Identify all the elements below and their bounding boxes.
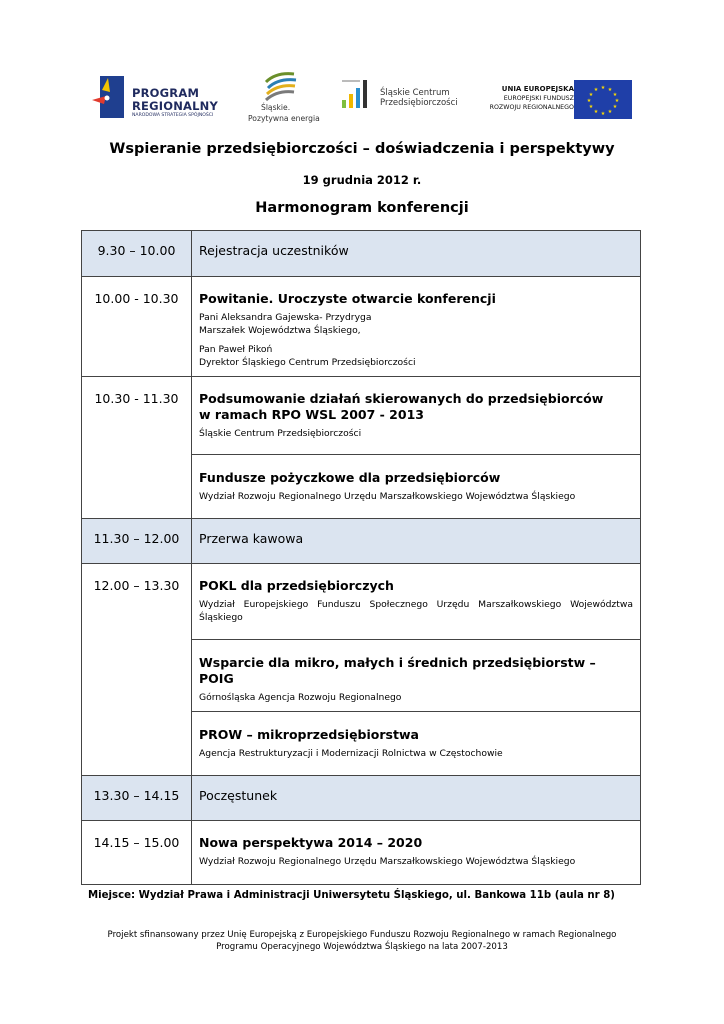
eu-logo xyxy=(478,80,636,118)
session-cell: Rejestracja uczestników xyxy=(192,231,641,277)
table-row xyxy=(82,821,641,885)
svg-text:★: ★ xyxy=(588,104,594,110)
logo-text: UNIA EUROPEJSKA xyxy=(501,85,574,93)
time-cell: 14.15 – 15.00 xyxy=(82,821,192,885)
session-title: Wsparcie dla mikro, małych i średnich przedsiębiorstw – POIG xyxy=(199,655,596,686)
speaker-line: Marszałek Województwa Śląskiego, xyxy=(199,325,361,336)
time-cell: 10.30 - 11.30 xyxy=(82,377,192,519)
schedule-table xyxy=(81,230,641,885)
logo-text: Śląskie Centrum xyxy=(380,88,450,98)
eu-stars-icon xyxy=(574,80,632,119)
session-title: Nowa perspektywa 2014 – 2020 xyxy=(199,835,423,850)
table-row xyxy=(82,377,641,455)
svg-text:★: ★ xyxy=(614,98,620,104)
schedule-heading: Harmonogram konferencji xyxy=(255,200,469,216)
speaker-line: Górnośląska Agencja Rozwoju Regionalnego xyxy=(199,692,402,703)
logo-bar xyxy=(0,70,724,128)
svg-text:★: ★ xyxy=(586,98,592,104)
logo-text: Pozytywna energia xyxy=(248,114,320,123)
slaskie-wave-icon xyxy=(264,70,298,102)
logo-text: ROZWOJU REGIONALNEGO xyxy=(489,104,574,111)
session-title: Podsumowanie działań skierowanych do przedsiębiorców xyxy=(199,391,604,406)
session-title: PROW – mikroprzedsiębiorstwa xyxy=(199,727,419,742)
page-title: Wspieranie przedsiębiorczości – doświadczenia i perspektywy xyxy=(109,141,615,157)
speaker-line: Pan Paweł Pikoń xyxy=(199,344,273,355)
svg-text:★: ★ xyxy=(607,109,613,115)
session-title: POKL dla przedsiębiorczych xyxy=(199,578,394,593)
session-cell: Poczęstunek xyxy=(192,776,641,821)
logo-text: PROGRAM xyxy=(132,86,200,100)
session-cell xyxy=(192,377,641,455)
program-regionalny-logo xyxy=(92,74,242,124)
venue-line: Miejsce: Wydział Prawa i Administracji Uniwersytetu Śląskiego, ul. Bankowa 11b (aula nr 8) xyxy=(88,890,615,901)
time-cell: 13.30 – 14.15 xyxy=(82,776,192,821)
table-row xyxy=(82,277,641,377)
program-regionalny-emblem xyxy=(92,74,126,120)
footer-line: Programu Operacyjnego Województwa Śląskiego na lata 2007-2013 xyxy=(216,942,508,952)
csp-bars-icon xyxy=(340,76,376,110)
svg-text:★: ★ xyxy=(600,85,606,91)
svg-text:★: ★ xyxy=(593,109,599,115)
speaker-line: Agencja Restrukturyzacji i Modernizacji Rolnictwa w Częstochowie xyxy=(199,748,503,759)
speaker-line: Wydział Rozwoju Regionalnego Urzędu Marszałkowskiego Województwa Śląskiego xyxy=(199,856,576,867)
speaker-line: Wydział Europejskiego Funduszu Społecznego Urzędu Marszałkowskiego Województwa Śląskiego xyxy=(199,599,633,623)
speaker-line: Śląskie Centrum Przedsiębiorczości xyxy=(199,428,362,439)
logo-text: Śląskie. xyxy=(261,103,291,112)
svg-text:★: ★ xyxy=(600,111,606,117)
time-cell: 9.30 – 10.00 xyxy=(82,231,192,277)
session-cell xyxy=(192,277,641,377)
event-date: 19 grudnia 2012 r. xyxy=(302,173,422,187)
table-row xyxy=(82,231,641,277)
footer-line: Projekt sfinansowany przez Unię Europejską z Europejskiego Funduszu Rozwoju Regionalnego w ramach Regionalnego xyxy=(107,930,617,940)
time-cell: 11.30 – 12.00 xyxy=(82,519,192,564)
logo-text: EUROPEJSKI FUNDUSZ xyxy=(503,95,574,102)
session-title: Powitanie. Uroczyste otwarcie konferencji xyxy=(199,291,496,306)
funding-footer xyxy=(0,929,724,953)
table-row xyxy=(82,776,641,821)
session-cell xyxy=(192,455,641,519)
session-title: w ramach RPO WSL 2007 - 2013 xyxy=(199,407,424,422)
session-cell xyxy=(192,564,641,640)
speaker-line: Dyrektor Śląskiego Centrum Przedsiębiorczości xyxy=(199,357,416,368)
speaker-line: Wydział Rozwoju Regionalnego Urzędu Marszałkowskiego Województwa Śląskiego xyxy=(199,491,576,502)
table-row xyxy=(82,519,641,564)
svg-text:★: ★ xyxy=(612,92,618,98)
session-cell xyxy=(192,640,641,712)
csp-logo xyxy=(340,74,460,114)
session-cell xyxy=(192,712,641,776)
svg-text:★: ★ xyxy=(588,92,594,98)
eu-logo-text xyxy=(490,85,574,112)
svg-text:★: ★ xyxy=(607,87,613,93)
slaskie-logo xyxy=(246,70,320,128)
session-cell xyxy=(192,821,641,885)
session-title: Fundusze pożyczkowe dla przedsiębiorców xyxy=(199,470,501,485)
speaker-line: Pani Aleksandra Gajewska- Przydryga xyxy=(199,312,372,323)
session-cell: Przerwa kawowa xyxy=(192,519,641,564)
logo-text: NARODOWA STRATEGIA SPÓJNOŚCI xyxy=(132,113,214,118)
eu-flag-icon xyxy=(574,80,632,119)
svg-text:★: ★ xyxy=(593,87,599,93)
logo-text: REGIONALNY xyxy=(132,99,219,113)
time-cell: 10.00 - 10.30 xyxy=(82,277,192,377)
table-row xyxy=(82,564,641,640)
logo-text: Przedsiębiorczości xyxy=(380,98,458,108)
svg-text:★: ★ xyxy=(612,104,618,110)
time-cell: 12.00 – 13.30 xyxy=(82,564,192,776)
